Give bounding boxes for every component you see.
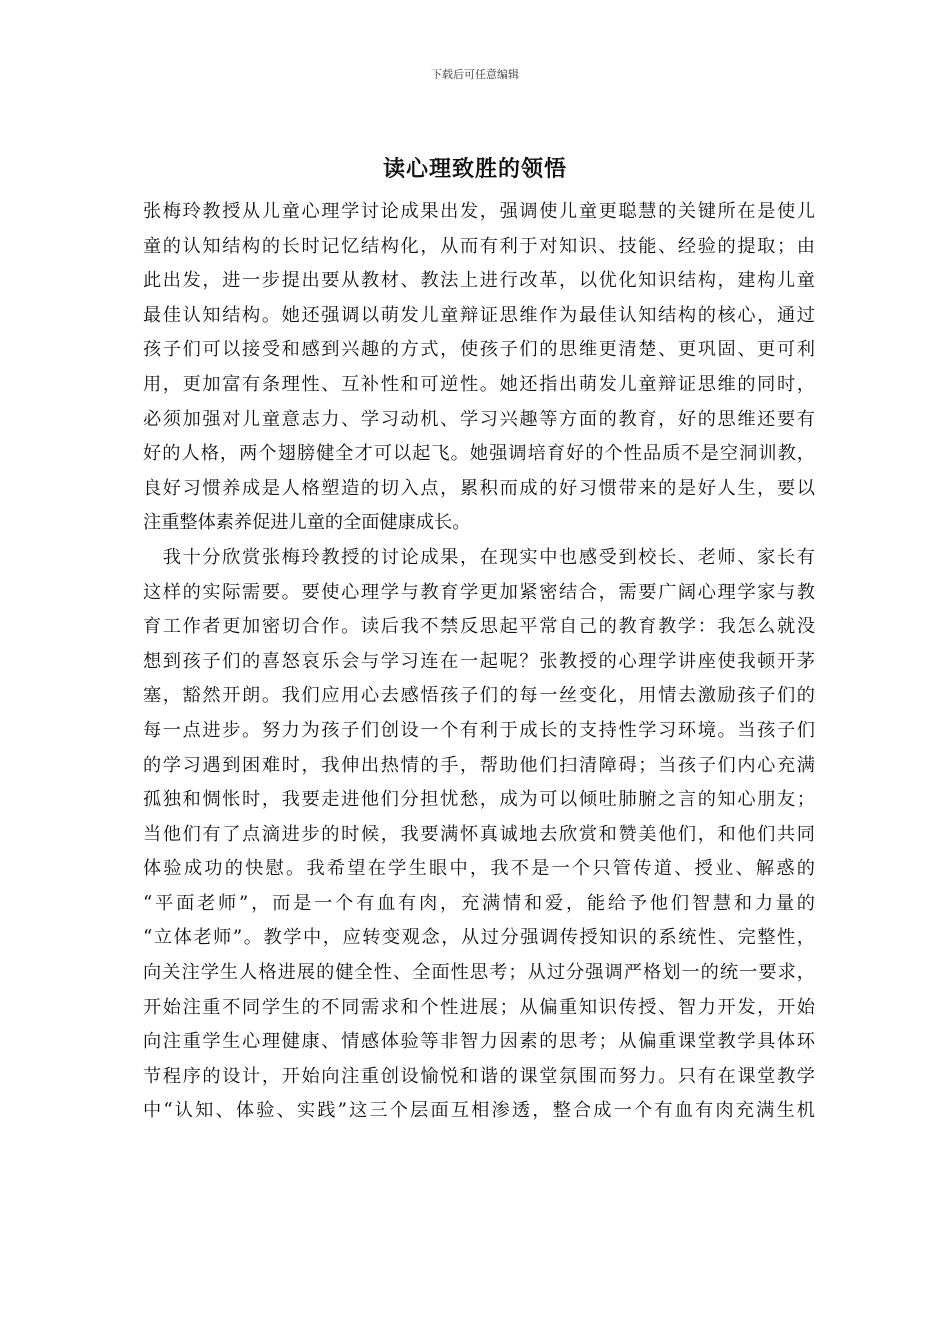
document-title: 读心理致胜的领悟	[382, 156, 567, 182]
text-line: 这样的实际需要。要使心理学与教育学更加紧密结合，需要广阔心理学家与教	[143, 581, 815, 603]
paragraph	[143, 541, 815, 1129]
text-line: “平面老师”，而是一个有血有肉，充满情和爱，能给予他们智慧和力量的	[143, 892, 815, 914]
text-line: 想到孩子们的喜怒哀乐会与学习连在一起呢？张教授的心理学讲座使我顿开茅	[143, 650, 815, 672]
text-line: 好的人格，两个翅膀健全才可以起飞。她强调培育好的个性品质不是空洞训教，	[143, 443, 815, 465]
text-line: 中“认知、体验、实践”这三个层面互相渗透，整合成一个有血有肉充满生机	[143, 1100, 815, 1122]
text-line: 节程序的设计，开始向注重创设愉悦和谐的课堂氛围而努力。只有在课堂教学	[143, 1065, 815, 1087]
text-line: 良好习惯养成是人格塑造的切入点，累积而成的好习惯带来的是好人生，要以	[143, 477, 815, 499]
text-line: 当他们有了点滴进步的时候，我要满怀真诚地去欣赏和赞美他们，和他们共同	[143, 823, 815, 845]
text-line: 最佳认知结构。她还强调以萌发儿童辩证思维作为最佳认知结构的核心，通过	[143, 304, 815, 326]
text-line: 体验成功的快慰。我希望在学生眼中，我不是一个只管传道、授业、解惑的	[143, 858, 815, 880]
document-body	[143, 195, 815, 1129]
text-line: 向注重学生心理健康、情感体验等非智力因素的思考；从偏重课堂教学具体环	[143, 1031, 815, 1053]
text-line: 童的认知结构的长时记忆结构化，从而有利于对知识、技能、经验的提取；由	[143, 235, 815, 257]
text-line: 育工作者更加密切合作。读后我不禁反思起平常自己的教育教学：我怎么就没	[143, 616, 815, 638]
text-line: 每一点进步。努力为孩子们创设一个有利于成长的支持性学习环境。当孩子们	[143, 719, 815, 741]
text-line: 注重整体素养促进儿童的全面健康成长。	[143, 512, 471, 534]
text-line: “立体老师”。教学中，应转变观念，从过分强调传授知识的系统性、完整性，	[143, 927, 815, 949]
text-line: 开始注重不同学生的不同需求和个性进展；从偏重知识传授、智力开发，开始	[143, 996, 815, 1018]
text-line: 我十分欣赏张梅玲教授的讨论成果，在现实中也感受到校长、老师、家长有	[143, 546, 815, 568]
text-line: 此出发，进一步提出要从教材、教法上进行改革，以优化知识结构，建构儿童	[143, 270, 815, 292]
text-line: 塞，豁然开朗。我们应用心去感悟孩子们的每一丝变化，用情去激励孩子们的	[143, 685, 815, 707]
text-line: 必须加强对儿童意志力、学习动机、学习兴趣等方面的教育，好的思维还要有	[143, 408, 815, 430]
header-note: 下载后可任意编辑	[431, 68, 519, 81]
text-line: 孩子们可以接受和感到兴趣的方式，使孩子们的思维更清楚、更巩固、更可利	[143, 339, 815, 361]
text-line: 孤独和惆怅时，我要走进他们分担忧愁，成为可以倾吐肺腑之言的知心朋友；	[143, 789, 815, 811]
text-line: 用，更加富有条理性、互补性和可逆性。她还指出萌发儿童辩证思维的同时，	[143, 373, 815, 395]
text-line: 张梅玲教授从儿童心理学讨论成果出发，强调使儿童更聪慧的关键所在是使儿	[143, 201, 815, 222]
text-line: 向关注学生人格进展的健全性、全面性思考；从过分强调严格划一的统一要求，	[143, 962, 815, 984]
text-line: 的学习遇到困难时，我伸出热情的手，帮助他们扫清障碍；当孩子们内心充满	[143, 754, 815, 776]
paragraph	[143, 195, 815, 541]
